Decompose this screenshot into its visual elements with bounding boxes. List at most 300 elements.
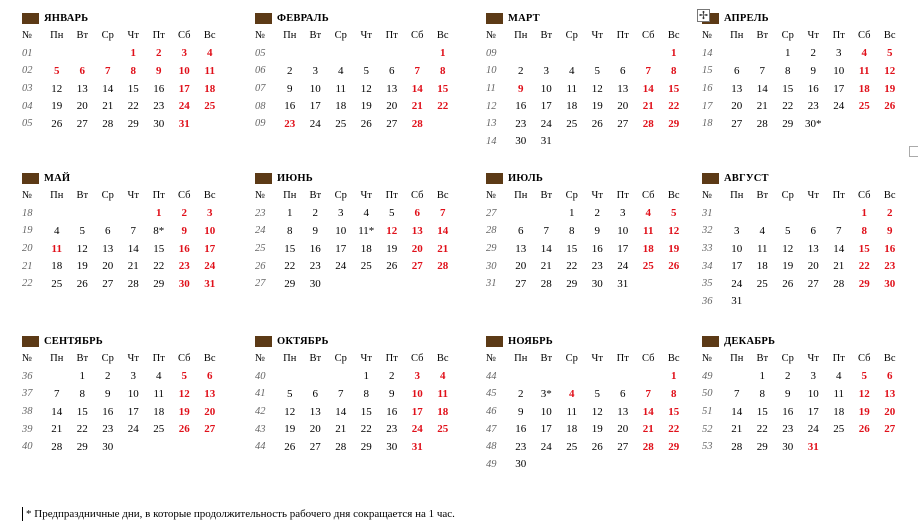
- day-cell: 12: [782, 242, 794, 255]
- day-cell: 6: [105, 224, 111, 237]
- month-name: ИЮНЬ: [277, 172, 313, 184]
- weekday-header: Пт: [616, 30, 629, 42]
- week-number: 33: [702, 243, 713, 255]
- weekday-header-row: [253, 27, 463, 45]
- day-cell: 5: [363, 64, 369, 77]
- day-cell: 23: [386, 423, 398, 436]
- day-cell: 28: [102, 117, 114, 130]
- month-color-marker: [486, 173, 503, 184]
- month-color-marker: [486, 13, 503, 24]
- month-block: [20, 333, 230, 456]
- week-row: [20, 438, 230, 456]
- day-cell: 23: [807, 100, 819, 113]
- day-cell: 13: [731, 82, 743, 95]
- month-name: ЯНВАРЬ: [44, 12, 89, 24]
- day-cell: 26: [51, 117, 63, 130]
- day-cell: 23: [782, 423, 794, 436]
- day-cell: 14: [642, 405, 654, 418]
- weekday-header: Чт: [127, 190, 139, 202]
- day-cell: 11: [566, 405, 578, 418]
- day-cell: 6: [79, 64, 85, 77]
- week-number: 18: [22, 207, 33, 219]
- week-number-header: №: [702, 190, 713, 202]
- day-cell: 28: [642, 117, 654, 130]
- day-cell: 9: [105, 387, 111, 400]
- day-cell: 5: [671, 207, 677, 220]
- week-row: [253, 45, 463, 63]
- weekday-header: Пт: [616, 353, 629, 365]
- day-cell: 18: [335, 100, 347, 113]
- day-cell: 20: [807, 260, 819, 273]
- week-number: 15: [702, 65, 713, 77]
- day-cell: 26: [884, 100, 896, 113]
- week-number: 53: [702, 441, 713, 453]
- day-cell: 4: [645, 207, 651, 220]
- day-cell: 2: [105, 370, 111, 383]
- day-cell: 15: [566, 242, 578, 255]
- weekday-header: Сб: [178, 30, 191, 42]
- weekday-header: Пт: [152, 353, 165, 365]
- day-cell: 22: [127, 100, 139, 113]
- week-row: [484, 115, 694, 133]
- day-cell: 19: [591, 100, 603, 113]
- weekday-header: Чт: [807, 190, 819, 202]
- day-cell: 22: [153, 260, 165, 273]
- day-cell: 20: [884, 405, 896, 418]
- day-cell: 5: [389, 207, 395, 220]
- weekday-header: Ср: [101, 190, 114, 202]
- day-cell: 5: [594, 64, 600, 77]
- day-cell: 23: [178, 260, 190, 273]
- weekday-header: Пт: [385, 190, 398, 202]
- day-cell: 21: [437, 242, 449, 255]
- day-cell: 22: [782, 100, 794, 113]
- day-cell: 20: [617, 100, 629, 113]
- day-cell: 4: [54, 224, 60, 237]
- weekday-header-row: [253, 350, 463, 368]
- day-cell: 8: [671, 64, 677, 77]
- day-cell: 2: [312, 207, 318, 220]
- day-cell: 26: [386, 260, 398, 273]
- week-number: 40: [22, 441, 33, 453]
- day-cell: 4: [759, 224, 765, 237]
- day-cell: 26: [782, 277, 794, 290]
- day-cell: 4: [338, 64, 344, 77]
- weekday-header: Вт: [540, 353, 553, 365]
- week-row: [484, 45, 694, 63]
- week-row: [20, 420, 230, 438]
- scroll-marker: [909, 146, 918, 157]
- day-cell: 7: [414, 64, 420, 77]
- day-cell: 31: [411, 440, 423, 453]
- day-cell: 6: [312, 387, 318, 400]
- day-cell: 3: [130, 370, 136, 383]
- day-cell: 11: [335, 82, 347, 95]
- day-cell: 30: [515, 458, 527, 471]
- week-row: [253, 115, 463, 133]
- month-block: [20, 10, 230, 133]
- day-cell: 30: [153, 117, 165, 130]
- week-row: [253, 97, 463, 115]
- day-cell: 16: [884, 242, 896, 255]
- week-number: 03: [22, 83, 33, 95]
- week-row: [700, 275, 910, 293]
- day-cell: 21: [411, 100, 423, 113]
- day-cell: 8: [671, 387, 677, 400]
- week-number: 01: [22, 47, 33, 59]
- day-cell: 21: [642, 423, 654, 436]
- day-cell: 1: [671, 370, 677, 383]
- month-block: [484, 10, 694, 150]
- day-cell: 2: [594, 207, 600, 220]
- day-cell: 9: [156, 64, 162, 77]
- day-cell: 29: [782, 117, 794, 130]
- day-cell: 24: [204, 260, 216, 273]
- day-cell: 21: [642, 100, 654, 113]
- day-cell: 22: [756, 423, 768, 436]
- weekday-header: Пн: [730, 353, 744, 365]
- month-name: ИЮЛЬ: [508, 172, 544, 184]
- day-cell: 16: [515, 423, 527, 436]
- week-row: [700, 80, 910, 98]
- week-number: 40: [255, 370, 266, 382]
- week-number: 37: [22, 388, 33, 400]
- day-cell: 4: [861, 47, 867, 60]
- day-cell: 20: [204, 405, 216, 418]
- day-cell: 8: [363, 387, 369, 400]
- day-cell: 2: [181, 207, 187, 220]
- day-cell: 24: [178, 100, 190, 113]
- day-cell: 24: [807, 423, 819, 436]
- day-cell: 24: [127, 423, 139, 436]
- day-cell: 18: [642, 242, 654, 255]
- day-cell: 27: [884, 423, 896, 436]
- week-number: 34: [702, 260, 713, 272]
- day-cell: 29: [284, 277, 296, 290]
- weekday-header-row: [484, 350, 694, 368]
- day-cell: 15: [858, 242, 870, 255]
- day-cell: 9: [810, 64, 816, 77]
- day-cell: 26: [591, 117, 603, 130]
- day-cell: 14: [51, 405, 63, 418]
- day-cell: 30: [591, 277, 603, 290]
- day-cell: 22: [858, 260, 870, 273]
- day-cell: 25: [858, 100, 870, 113]
- day-cell: 17: [178, 82, 190, 95]
- day-cell: 3: [207, 207, 213, 220]
- day-cell: 15: [153, 242, 165, 255]
- day-cell: 3: [543, 64, 549, 77]
- day-cell: 10: [204, 224, 216, 237]
- day-cell: 23: [884, 260, 896, 273]
- month-block: [484, 333, 694, 473]
- weekday-header: Пт: [152, 190, 165, 202]
- day-cell: 1: [440, 47, 446, 60]
- day-cell: 28: [540, 277, 552, 290]
- day-cell: 24: [833, 100, 845, 113]
- day-cell: 19: [51, 100, 63, 113]
- day-cell: 10: [411, 387, 423, 400]
- week-number: 31: [486, 278, 497, 290]
- weekday-header: Чт: [807, 30, 819, 42]
- week-row: [700, 368, 910, 386]
- week-number: 45: [486, 388, 497, 400]
- month-name: АПРЕЛЬ: [724, 12, 769, 24]
- day-cell: 9: [594, 224, 600, 237]
- weekday-header: Сб: [178, 190, 191, 202]
- day-cell: 26: [668, 260, 680, 273]
- week-number-header: №: [255, 353, 266, 365]
- month-header: [484, 10, 694, 26]
- week-row: [700, 62, 910, 80]
- week-number: 36: [22, 370, 33, 382]
- day-cell: 22: [284, 260, 296, 273]
- month-color-marker: [702, 336, 719, 347]
- move-icon[interactable]: ✢: [698, 9, 709, 22]
- week-row: [484, 257, 694, 275]
- day-cell: 12: [284, 405, 296, 418]
- month-block: [484, 170, 694, 293]
- month-block: [700, 170, 910, 310]
- weekday-header: Ср: [781, 353, 794, 365]
- day-cell: 12: [591, 82, 603, 95]
- day-cell: 28: [335, 440, 347, 453]
- day-cell: 9: [389, 387, 395, 400]
- month-header: [253, 333, 463, 349]
- day-cell: 19: [284, 423, 296, 436]
- weekday-header-row: [20, 187, 230, 205]
- weekday-header-row: [484, 187, 694, 205]
- day-cell: 15: [437, 82, 449, 95]
- week-row: [253, 438, 463, 456]
- week-number: 09: [486, 47, 497, 59]
- day-cell: 26: [178, 423, 190, 436]
- day-cell: 2: [810, 47, 816, 60]
- week-number-header: №: [255, 30, 266, 42]
- week-number: 48: [486, 441, 497, 453]
- weekday-header: Вт: [756, 190, 769, 202]
- weekday-header: Вс: [883, 30, 896, 42]
- month-name: МАЙ: [44, 172, 71, 184]
- day-cell: 10: [335, 224, 347, 237]
- month-color-marker: [22, 173, 39, 184]
- day-cell: 15: [284, 242, 296, 255]
- day-cell: 11: [437, 387, 448, 400]
- day-cell: 24: [540, 440, 552, 453]
- week-row: [253, 80, 463, 98]
- day-cell: 21: [102, 100, 114, 113]
- day-cell: 10: [833, 64, 845, 77]
- day-cell: 28: [51, 440, 63, 453]
- day-cell: 3*: [540, 387, 552, 400]
- day-cell: 11: [833, 387, 845, 400]
- weekday-header: Вс: [203, 30, 216, 42]
- day-cell: 10: [731, 242, 743, 255]
- day-cell: 31: [617, 277, 629, 290]
- month-color-marker: [486, 336, 503, 347]
- day-cell: 1: [130, 47, 136, 60]
- day-cell: 30: [309, 277, 321, 290]
- month-header: [20, 333, 230, 349]
- day-cell: 29: [76, 440, 88, 453]
- weekday-header: Пн: [50, 190, 64, 202]
- weekday-header: Пн: [730, 190, 744, 202]
- day-cell: 15: [127, 82, 139, 95]
- weekday-header: Сб: [642, 353, 655, 365]
- weekday-header: Чт: [591, 190, 603, 202]
- week-number: 04: [22, 100, 33, 112]
- day-cell: 28: [437, 260, 449, 273]
- weekday-header: Ср: [334, 190, 347, 202]
- weekday-header: Пн: [514, 353, 528, 365]
- day-cell: 15: [360, 405, 372, 418]
- day-cell: 11: [204, 64, 215, 77]
- day-cell: 17: [411, 405, 423, 418]
- day-cell: 13: [204, 387, 216, 400]
- week-row: [253, 385, 463, 403]
- weekday-header-row: [700, 187, 910, 205]
- day-cell: 5: [861, 370, 867, 383]
- week-number: 51: [702, 406, 713, 418]
- week-number: 09: [255, 118, 266, 130]
- day-cell: 29: [756, 440, 768, 453]
- day-cell: 4: [569, 64, 575, 77]
- month-name: ДЕКАБРЬ: [724, 335, 776, 347]
- week-number: 31: [702, 207, 713, 219]
- day-cell: 15: [668, 405, 680, 418]
- day-cell: 16: [782, 405, 794, 418]
- day-cell: 14: [540, 242, 552, 255]
- day-cell: 12: [178, 387, 190, 400]
- day-cell: 28: [642, 440, 654, 453]
- weekday-header: Вт: [76, 353, 89, 365]
- day-cell: 30: [782, 440, 794, 453]
- day-cell: 12: [386, 224, 398, 237]
- day-cell: 18: [51, 260, 63, 273]
- week-number: 24: [255, 225, 266, 237]
- day-cell: 23: [591, 260, 603, 273]
- day-cell: 21: [540, 260, 552, 273]
- day-cell: 29: [668, 117, 680, 130]
- day-cell: 12: [51, 82, 63, 95]
- day-cell: 3: [414, 370, 420, 383]
- weekday-header: Ср: [101, 30, 114, 42]
- weekday-header: Чт: [360, 30, 372, 42]
- day-cell: 7: [734, 387, 740, 400]
- day-cell: 13: [386, 82, 398, 95]
- week-number: 42: [255, 406, 266, 418]
- week-number-header: №: [486, 30, 497, 42]
- week-row: [484, 222, 694, 240]
- month-header: [253, 10, 463, 26]
- month-color-marker: [22, 13, 39, 24]
- day-cell: 28: [833, 277, 845, 290]
- day-cell: 26: [591, 440, 603, 453]
- weekday-header: Пн: [283, 353, 297, 365]
- day-cell: 28: [127, 277, 139, 290]
- day-cell: 6: [620, 64, 626, 77]
- day-cell: 28: [756, 117, 768, 130]
- day-cell: 20: [76, 100, 88, 113]
- day-cell: 1: [861, 207, 867, 220]
- day-cell: 24: [335, 260, 347, 273]
- day-cell: 16: [591, 242, 603, 255]
- day-cell: 14: [731, 405, 743, 418]
- week-number: 21: [22, 260, 33, 272]
- week-row: [484, 456, 694, 474]
- day-cell: 14: [102, 82, 114, 95]
- day-cell: 10: [617, 224, 629, 237]
- day-cell: 21: [51, 423, 63, 436]
- day-cell: 7: [543, 224, 549, 237]
- day-cell: 3: [312, 64, 318, 77]
- day-cell: 11: [153, 387, 165, 400]
- day-cell: 16: [102, 405, 114, 418]
- day-cell: 1: [79, 370, 85, 383]
- day-cell: 14: [437, 224, 449, 237]
- day-cell: 8*: [153, 224, 165, 237]
- day-cell: 31: [178, 117, 190, 130]
- month-color-marker: [702, 173, 719, 184]
- day-cell: 10: [178, 64, 190, 77]
- day-cell: 8: [785, 64, 791, 77]
- day-cell: 2: [518, 64, 524, 77]
- week-row: [700, 240, 910, 258]
- day-cell: 27: [102, 277, 114, 290]
- week-row: [20, 368, 230, 386]
- day-cell: 7: [338, 387, 344, 400]
- weekday-header: Сб: [411, 190, 424, 202]
- weekday-header: Ср: [781, 190, 794, 202]
- week-number: 14: [702, 47, 713, 59]
- weekday-header: Вт: [756, 353, 769, 365]
- week-row: [700, 115, 910, 133]
- day-cell: 8: [287, 224, 293, 237]
- day-cell: 10: [540, 405, 552, 418]
- month-header: [20, 10, 230, 26]
- weekday-header: Чт: [591, 353, 603, 365]
- day-cell: 9: [518, 405, 524, 418]
- day-cell: 30: [386, 440, 398, 453]
- weekday-header: Вт: [309, 30, 322, 42]
- day-cell: 18: [566, 100, 578, 113]
- day-cell: 28: [411, 117, 423, 130]
- day-cell: 14: [127, 242, 139, 255]
- day-cell: 18: [153, 405, 165, 418]
- day-cell: 17: [731, 260, 743, 273]
- week-number: 46: [486, 406, 497, 418]
- day-cell: 5: [54, 64, 60, 77]
- week-row: [20, 257, 230, 275]
- weekday-header: Ср: [334, 30, 347, 42]
- day-cell: 29: [668, 440, 680, 453]
- day-cell: 15: [782, 82, 794, 95]
- week-number: 29: [486, 243, 497, 255]
- day-cell: 6: [734, 64, 740, 77]
- day-cell: 4: [207, 47, 213, 60]
- weekday-header: Чт: [127, 353, 139, 365]
- day-cell: 20: [102, 260, 114, 273]
- month-name: ОКТЯБРЬ: [277, 335, 329, 347]
- day-cell: 13: [617, 82, 629, 95]
- month-name: МАРТ: [508, 12, 540, 24]
- weekday-header: Вт: [309, 190, 322, 202]
- day-cell: 11*: [358, 224, 375, 237]
- day-cell: 16: [386, 405, 398, 418]
- day-cell: 21: [833, 260, 845, 273]
- day-cell: 18: [756, 260, 768, 273]
- weekday-header-row: [700, 27, 910, 45]
